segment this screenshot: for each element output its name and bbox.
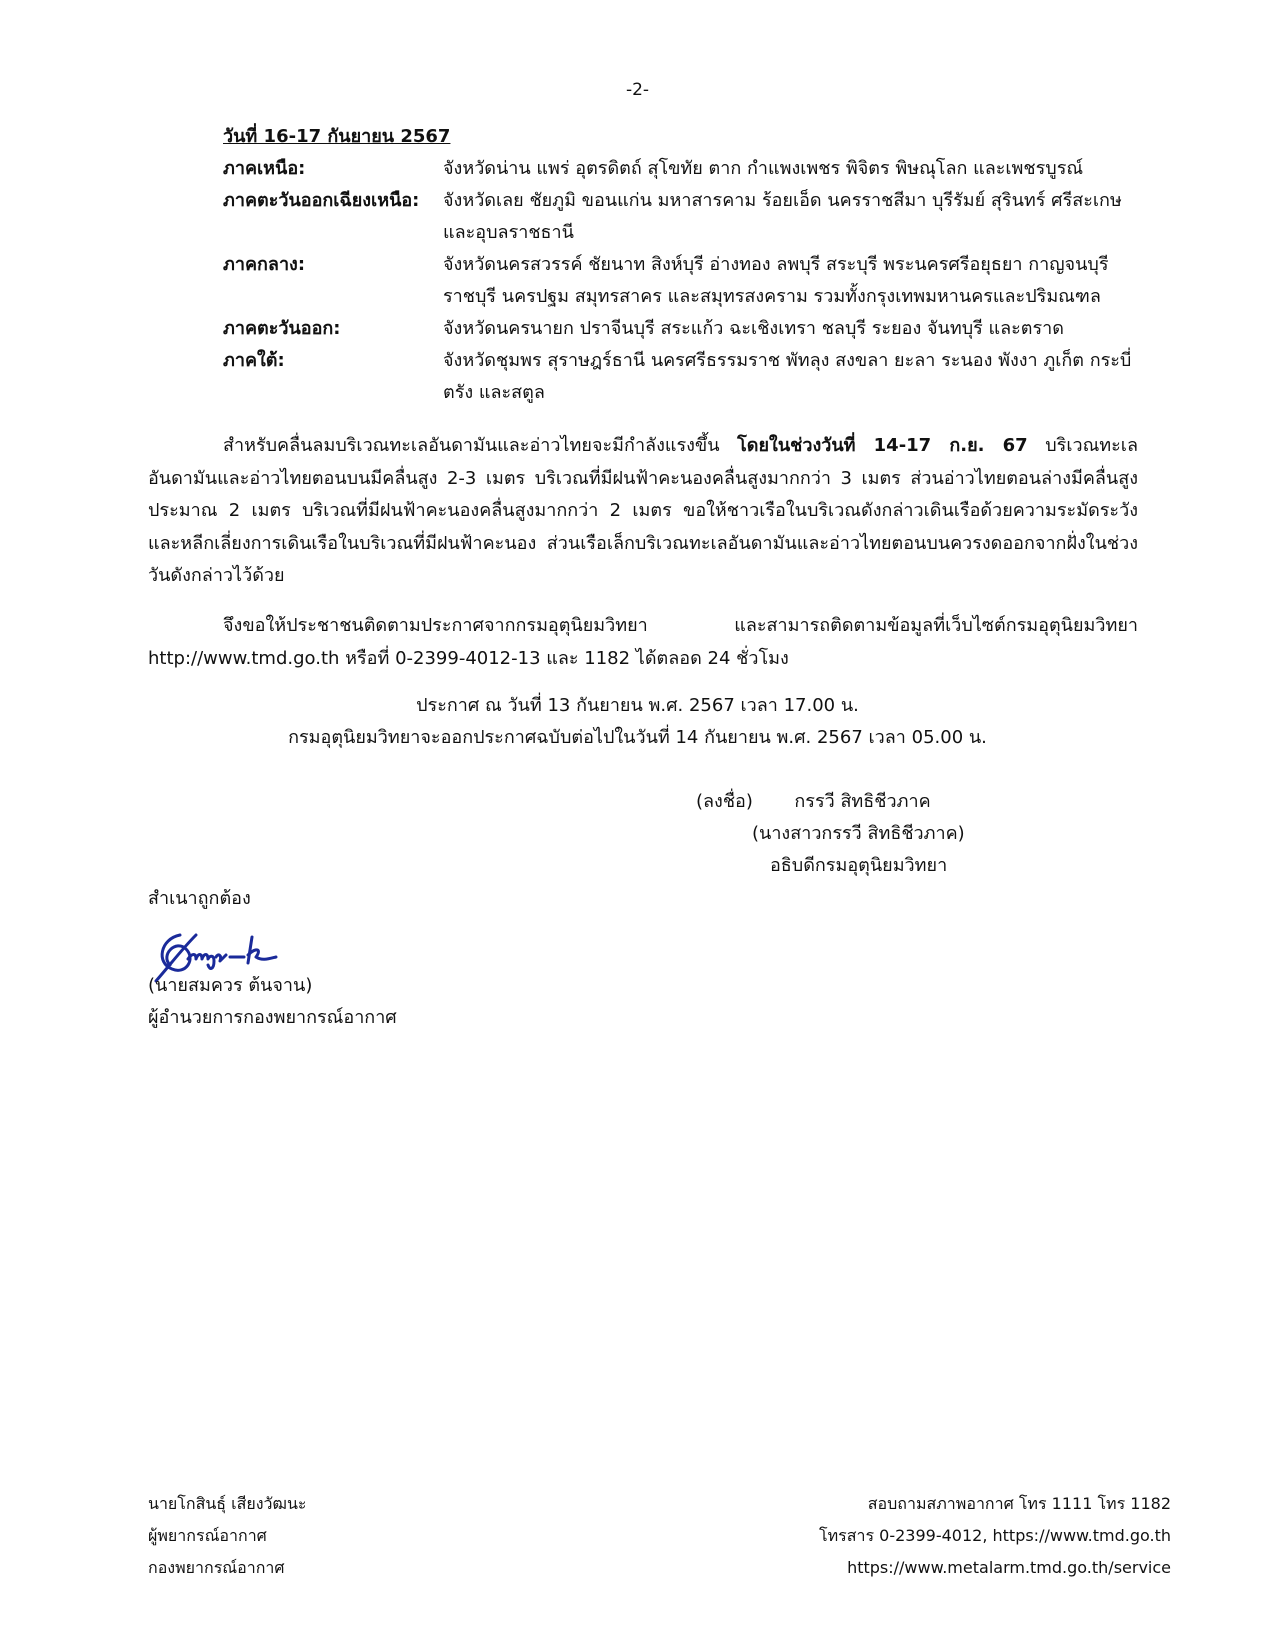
date-heading: วันที่ 16-17 กันยายน 2567	[223, 126, 451, 147]
region-provinces: จังหวัดเลย ชัยภูมิ ขอนแก่น มหาสารคาม ร้อยเอ็ด นครราชสีมา บุรีรัมย์ สุรินทร์ ศรีสะเกษ และอุบลราชธานี	[443, 190, 1122, 243]
forecaster-division: กองพยากรณ์อากาศ	[148, 1558, 285, 1577]
contact-service-link[interactable]: https://www.metalarm.tmd.go.th/service	[847, 1558, 1171, 1577]
wave-text-part2: บริเวณทะเลอันดามันและอ่าวไทยตอนบนมีคลื่นสูง 2-3 เมตร บริเวณที่มีฝนฟ้าคะนองคลื่นสูงมากกว่า 3 เมตร ส่วนอ่าวไทยตอนล่างมีคลื่นสูงประมาณ 2 เมตร บริเวณที่มีฝนฟ้าคะนองคลื่นสูงมากกว่า 2 เมตร ขอให้ชาวเรือในบริเวณดังกล่าวเดินเรือด้วยความระมัดระวัง และหลีกเลี่ยงการเดินเรือในบริเวณที่มีฝนฟ้าคะนอง ส่วนเรือเล็กบริเวณทะเลอันดามันและอ่าวไทยตอนบนควรงดออกจากฝั่งในช่วงวันดังกล่าวไว้ด้วย	[148, 435, 1138, 586]
follow-paragraph: จึงขอให้ประชาชนติดตามประกาศจากกรมอุตุนิยมวิทยา และสามารถติดตามข้อมูลที่เว็บไซต์กรมอุตุนิยมวิทยา http://www.tmd.go.th หรือที่ 0-2399-4012-13 และ 1182 ได้ตลอด 24 ชั่วโมง	[148, 615, 1138, 669]
region-provinces: จังหวัดชุมพร สุราษฎร์ธานี นครศรีธรรมราช พัทลุง สงขลา ยะลา ระนอง พังงา ภูเก็ต กระบี่ ตรัง และสตูล	[443, 350, 1132, 403]
forecaster-name: นายโกสินธุ์ เสียงวัฒนะ	[148, 1494, 307, 1513]
region-provinces: จังหวัดน่าน แพร่ อุตรดิตถ์ สุโขทัย ตาก กำแพงเพชร พิจิตร พิษณุโลก และเพชรบูรณ์	[443, 158, 1084, 179]
region-list	[223, 153, 1143, 409]
region-east	[223, 313, 1143, 345]
forecaster-title: ผู้พยากรณ์อากาศ	[148, 1526, 267, 1545]
region-label: ภาคกลาง:	[223, 254, 306, 275]
signed-label: (ลงชื่อ)	[696, 791, 753, 812]
certifier-name: (นายสมควร ต้นจาน)	[148, 975, 313, 996]
footer-contact	[819, 1488, 1171, 1584]
contact-phone: สอบถามสภาพอากาศ โทร 1111 โทร 1182	[867, 1494, 1171, 1513]
certifier-position: ผู้อำนวยการกองพยากรณ์อากาศ	[148, 1007, 397, 1028]
region-label: ภาคตะวันออกเฉียงเหนือ:	[223, 190, 420, 211]
region-provinces: จังหวัดนครสวรรค์ ชัยนาท สิงห์บุรี อ่างทอง ลพบุรี สระบุรี พระนครศรีอยุธยา กาญจนบุรี ราชบุรี นครปฐม สมุทรสาคร และสมุทรสงคราม รวมทั้งกรุงเทพมหานครและปริมณฑล	[443, 254, 1109, 307]
region-central	[223, 249, 1143, 313]
region-label: ภาคตะวันออก:	[223, 318, 341, 339]
region-south	[223, 345, 1143, 409]
wave-paragraph	[148, 430, 1138, 593]
signed-line	[696, 786, 931, 818]
region-label: ภาคใต้:	[223, 350, 285, 371]
region-provinces: จังหวัดนครนายก ปราจีนบุรี สระแก้ว ฉะเชิงเทรา ชลบุรี ระยอง จันทบุรี และตราด	[443, 318, 1064, 339]
page-number: -2-	[625, 80, 650, 100]
region-north	[223, 153, 1143, 185]
wave-text-bold: โดยในช่วงวันที่ 14-17 ก.ย. 67	[737, 435, 1028, 456]
contact-fax-website: โทรสาร 0-2399-4012, https://www.tmd.go.th	[819, 1526, 1171, 1545]
certified-label: สำเนาถูกต้อง	[148, 888, 251, 909]
next-issue: กรมอุตุนิยมวิทยาจะออกประกาศฉบับต่อไปในวันที่ 14 กันยายน พ.ศ. 2567 เวลา 05.00 น.	[288, 727, 987, 748]
signed-name: กรรวี สิทธิชีวภาค	[794, 791, 931, 812]
issued-date: ประกาศ ณ วันที่ 13 กันยายน พ.ศ. 2567 เวลา 17.00 น.	[416, 695, 859, 716]
signer-full-name: (นางสาวกรรวี สิทธิชีวภาค)	[752, 823, 965, 844]
region-label: ภาคเหนือ:	[223, 158, 306, 179]
footer-forecaster	[148, 1488, 307, 1584]
wave-text-part1: สำหรับคลื่นลมบริเวณทะเลอันดามันและอ่าวไทยจะมีกำลังแรงขึ้น	[223, 435, 738, 456]
signer-position: อธิบดีกรมอุตุนิยมวิทยา	[770, 855, 948, 876]
region-northeast	[223, 185, 1143, 249]
